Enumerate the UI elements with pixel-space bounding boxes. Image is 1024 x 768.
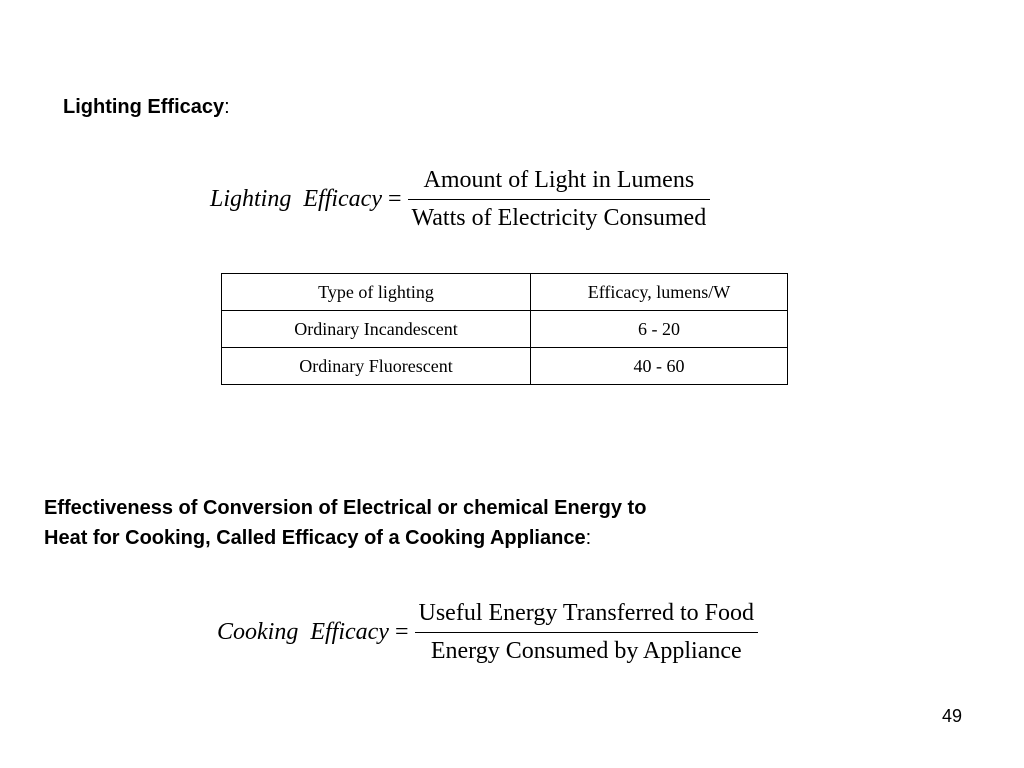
cooking-denominator: Energy Consumed by Appliance bbox=[430, 638, 742, 664]
cooking-heading-colon: : bbox=[585, 527, 592, 549]
table-row bbox=[222, 311, 788, 348]
cooking-lhs-word2: Efficacy bbox=[310, 618, 389, 645]
lighting-lhs-word2: Efficacy bbox=[303, 185, 382, 212]
lighting-equals-sign: = bbox=[387, 185, 402, 212]
cooking-fraction bbox=[415, 599, 759, 665]
cell-lighting-type: Ordinary Incandescent bbox=[222, 311, 531, 348]
cooking-numerator: Useful Energy Transferred to Food bbox=[418, 600, 755, 626]
cooking-heading-line1: Effectiveness of Conversion of Electrical or chemical Energy to bbox=[44, 497, 647, 519]
cell-efficacy-value: 6 - 20 bbox=[531, 311, 788, 348]
lighting-efficacy-equation bbox=[210, 166, 710, 232]
table-row bbox=[222, 348, 788, 385]
lighting-lhs-word1: Lighting bbox=[210, 185, 292, 212]
lighting-equation-lhs bbox=[210, 186, 382, 213]
table-header-row bbox=[222, 274, 788, 311]
cooking-equation-lhs bbox=[217, 619, 389, 646]
header-efficacy: Efficacy, lumens/W bbox=[531, 274, 788, 311]
cooking-efficacy-heading bbox=[44, 493, 864, 553]
cooking-equals-sign: = bbox=[394, 618, 409, 645]
header-type-of-lighting: Type of lighting bbox=[222, 274, 531, 311]
lighting-heading-colon: : bbox=[224, 96, 230, 118]
lighting-efficacy-heading bbox=[63, 92, 230, 122]
lighting-fraction bbox=[408, 166, 711, 232]
page-number: 49 bbox=[941, 706, 962, 726]
cooking-lhs-word1: Cooking bbox=[217, 618, 299, 645]
cooking-efficacy-equation bbox=[217, 599, 758, 665]
lighting-denominator: Watts of Electricity Consumed bbox=[411, 205, 707, 231]
cell-lighting-type: Ordinary Fluorescent bbox=[222, 348, 531, 385]
lighting-heading-text: Lighting Efficacy bbox=[63, 96, 225, 118]
lighting-efficacy-table bbox=[221, 273, 788, 385]
cell-efficacy-value: 40 - 60 bbox=[531, 348, 788, 385]
lighting-numerator: Amount of Light in Lumens bbox=[423, 167, 695, 193]
cooking-heading-line2: Heat for Cooking, Called Efficacy of a Cooking Appliance bbox=[44, 527, 586, 549]
